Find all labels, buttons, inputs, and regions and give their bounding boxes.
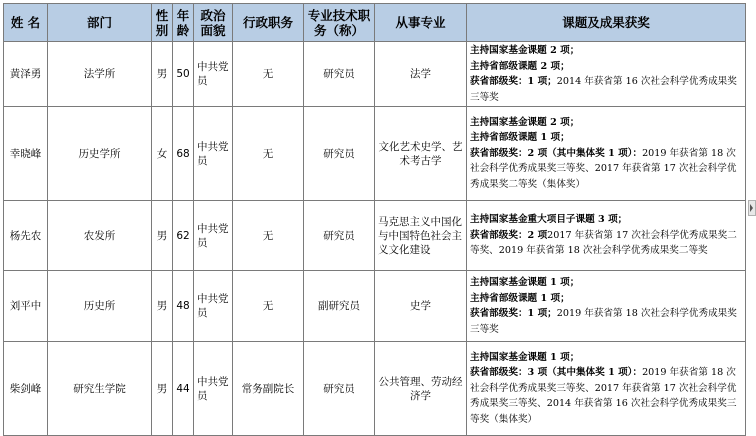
achievement-national: 主持国家基金课题 2 项； — [470, 45, 580, 56]
cell-party: 中共党员 — [194, 201, 233, 271]
cell-dept: 历史学所 — [48, 107, 152, 201]
award-summary: 获省部级奖：3 项（其中集体奖 1 项）： — [470, 367, 643, 379]
personnel-table — [3, 3, 746, 436]
cell-field: 马克思主义中国化与中国特色社会主义文化建设 — [375, 201, 467, 271]
cell-achievements — [467, 107, 746, 201]
achievement-national: 主持国家基金课题 1 项； — [470, 277, 580, 288]
cell-party: 中共党员 — [194, 271, 233, 342]
cell-admin: 无 — [233, 271, 304, 342]
award-summary: 获省部级奖：1 项； — [470, 76, 557, 87]
award-summary: 获省部级奖：2 项（其中集体奖 1 项）： — [470, 147, 643, 159]
cell-achievements — [467, 42, 746, 107]
award-detail: 2019 年获省第 18 次社会科学优秀成果奖三等奖 — [470, 308, 737, 335]
cell-gender: 男 — [152, 271, 173, 342]
cell-party: 中共党员 — [194, 107, 233, 201]
table-row — [4, 42, 746, 107]
cell-name: 柴剑峰 — [4, 342, 48, 436]
cell-dept: 农发所 — [48, 201, 152, 271]
header-field: 从事专业 — [375, 4, 467, 42]
cell-name: 刘平中 — [4, 271, 48, 342]
header-admin: 行政职务 — [233, 4, 304, 42]
cell-dept: 研究生学院 — [48, 342, 152, 436]
header-row — [4, 4, 746, 42]
cell-gender: 男 — [152, 201, 173, 271]
award-detail: 2019 年获省第 18 次社会科学优秀成果奖三等奖、2017 年获省第 17 次社会科学优秀成果奖二等奖（集体奖） — [470, 147, 737, 190]
scroll-handle[interactable] — [748, 200, 756, 216]
cell-name: 幸晓峰 — [4, 107, 48, 201]
award-summary: 获省部级奖：2 项 — [470, 229, 548, 241]
cell-achievements — [467, 201, 746, 271]
cell-admin: 无 — [233, 107, 304, 201]
cell-admin: 无 — [233, 42, 304, 107]
header-age: 年龄 — [173, 4, 194, 42]
cell-achievements — [467, 271, 746, 342]
cell-dept: 历史所 — [48, 271, 152, 342]
header-dept: 部门 — [48, 4, 152, 42]
cell-age: 44 — [173, 342, 194, 436]
award-detail: 2017 年获省第 17 次社会科学优秀成果奖二等奖、2019 年获省第 18 次社会科学优秀成果奖二等奖 — [470, 229, 737, 257]
achievement-provincial: 主持省部级课题 2 项； — [470, 60, 570, 72]
cell-field: 史学 — [375, 271, 467, 342]
cell-achievements — [467, 342, 746, 436]
cell-title: 副研究员 — [304, 271, 375, 342]
cell-title: 研究员 — [304, 342, 375, 436]
cell-gender: 男 — [152, 42, 173, 107]
cell-age: 62 — [173, 201, 194, 271]
header-title: 专业技术职务（称） — [304, 4, 375, 42]
award-summary: 获省部级奖：1 项； — [470, 308, 557, 319]
cell-dept: 法学所 — [48, 42, 152, 107]
table-row — [4, 271, 746, 342]
achievement-national: 主持国家基金重大项目子课题 3 项； — [470, 214, 628, 226]
table-row — [4, 201, 746, 271]
table-row — [4, 342, 746, 436]
achievement-provincial: 主持省部级课题 1 项； — [470, 292, 570, 304]
cell-party: 中共党员 — [194, 342, 233, 436]
cell-age: 50 — [173, 42, 194, 107]
achievement-provincial: 主持省部级课题 1 项； — [470, 132, 570, 144]
header-party: 政治面貌 — [194, 4, 233, 42]
award-detail: 2019 年获省第 18 次社会科学优秀成果奖三等奖、2017 年获省第 17 次社会科学优秀成果奖三等奖、2014 年获省第 16 次社会科学优秀成果奖三等奖（集体奖） — [470, 367, 737, 425]
cell-name: 黄泽勇 — [4, 42, 48, 107]
cell-title: 研究员 — [304, 42, 375, 107]
cell-title: 研究员 — [304, 107, 375, 201]
cell-field: 公共管理、劳动经济学 — [375, 342, 467, 436]
header-achievements: 课题及成果获奖 — [467, 4, 746, 42]
cell-age: 68 — [173, 107, 194, 201]
cell-name: 杨先农 — [4, 201, 48, 271]
cell-field: 文化艺术史学、艺术考古学 — [375, 107, 467, 201]
cell-party: 中共党员 — [194, 42, 233, 107]
header-gender: 性别 — [152, 4, 173, 42]
cell-gender: 女 — [152, 107, 173, 201]
award-detail: 2014 年获省第 16 次社会科学优秀成果奖三等奖 — [470, 76, 737, 103]
cell-gender: 男 — [152, 342, 173, 436]
achievement-national: 主持国家基金课题 1 项； — [470, 351, 580, 363]
cell-title: 研究员 — [304, 201, 375, 271]
cell-admin: 常务副院长 — [233, 342, 304, 436]
cell-admin: 无 — [233, 201, 304, 271]
header-name: 姓 名 — [4, 4, 48, 42]
cell-age: 48 — [173, 271, 194, 342]
table-row — [4, 107, 746, 201]
achievement-national: 主持国家基金课题 2 项； — [470, 116, 580, 128]
cell-field: 法学 — [375, 42, 467, 107]
